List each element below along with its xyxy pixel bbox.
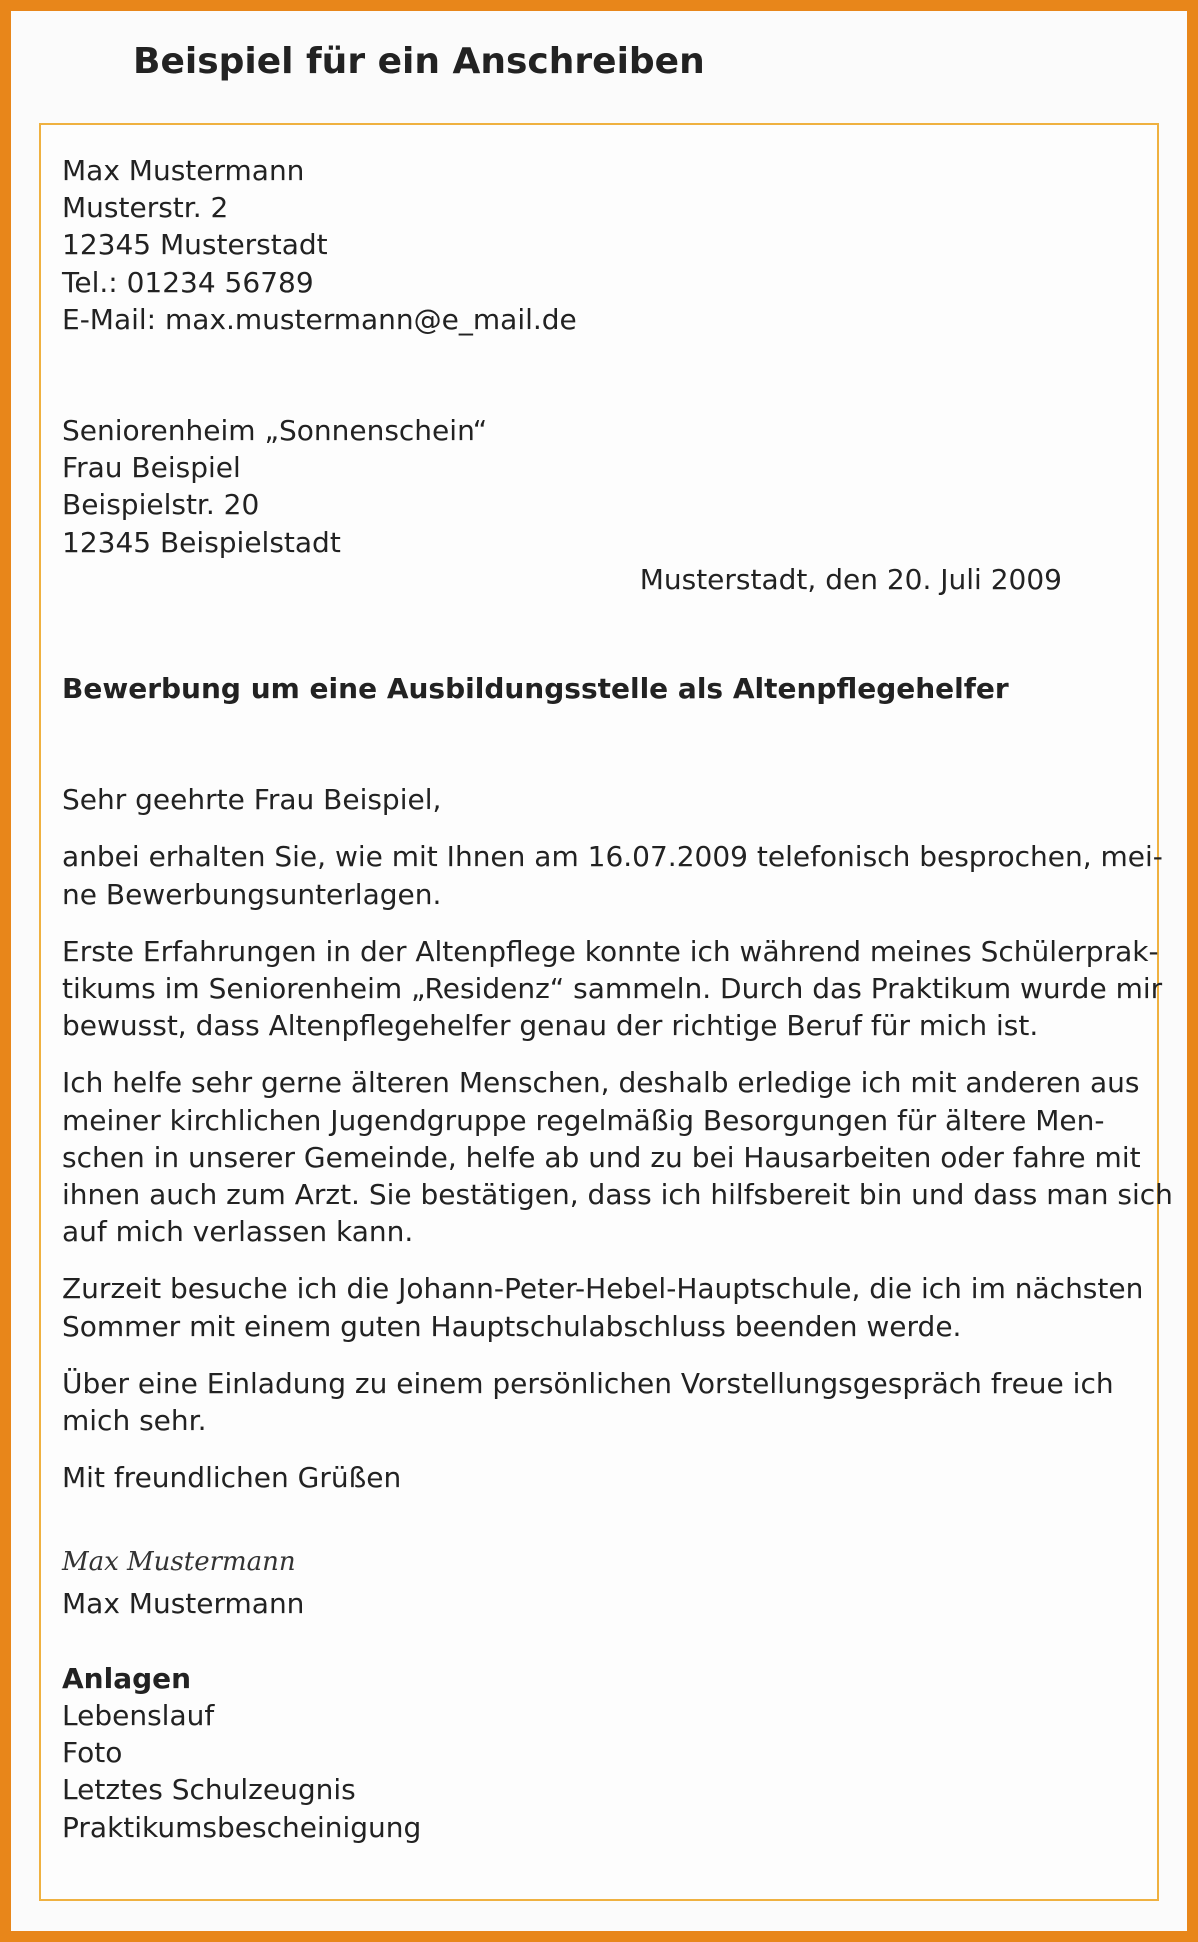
paragraph-line: mich sehr. (62, 1404, 207, 1438)
closing: Mit freundlichen Grüßen (62, 1461, 402, 1495)
attachment-item: Foto (62, 1736, 123, 1770)
paragraph-line: anbei erhalten Sie, wie mit Ihnen am 16.07.2009 telefonisch besprochen, mei- (62, 840, 1163, 874)
recipient-street: Beispielstr. 20 (62, 488, 260, 522)
attachment-item: Praktikumsbescheinigung (62, 1810, 422, 1844)
salutation: Sehr geehrte Frau Beispiel, (62, 783, 442, 817)
attachments-list (62, 1697, 1122, 1846)
recipient-contact: Frau Beispiel (62, 451, 241, 485)
sender-phone: Tel.: 01234 56789 (62, 265, 314, 299)
letter-date: Musterstadt, den 20. Juli 2009 (639, 562, 1062, 596)
letter-subject: Bewerbung um eine Ausbildungsstelle als Altenpflegehelfer (62, 672, 1009, 706)
paragraph-line: meiner kirchlichen Jugendgruppe regelmäßig Besorgungen für ältere Men- (62, 1103, 1105, 1137)
attachment-item: Lebenslauf (62, 1698, 215, 1732)
recipient-address (62, 412, 1122, 561)
attachment-item: Letztes Schulzeugnis (62, 1773, 356, 1807)
paragraph-line: ne Bewerbungsunterlagen. (62, 877, 442, 911)
paragraph-2 (62, 933, 1163, 1045)
paragraph-line: Über eine Einladung zu einem persönlichen Vorstellungsgespräch freue ich (62, 1366, 1114, 1400)
attachments-heading: Anlagen (62, 1661, 192, 1695)
sender-email: E-Mail: max.mustermann@e_mail.de (62, 302, 577, 336)
recipient-city: 12345 Beispielstadt (62, 525, 341, 559)
typed-name: Max Mustermann (62, 1587, 305, 1621)
paragraph-4 (62, 1270, 1144, 1344)
paragraph-line: schen in unserer Gemeinde, helfe ab und zu bei Hausarbeiten oder fahre mit (62, 1140, 1141, 1174)
handwritten-signature: Max Mustermann (62, 1547, 296, 1578)
page-title: Beispiel für ein Anschreiben (133, 41, 705, 82)
paragraph-line: Sommer mit einem guten Hauptschulabschluss beenden werde. (62, 1309, 962, 1343)
paragraph-line: tikums im Seniorenheim „Residenz“ sammeln. Durch das Praktikum wurde mir (62, 972, 1163, 1006)
paragraph-5 (62, 1365, 1122, 1439)
sender-street: Musterstr. 2 (62, 191, 229, 225)
sender-city: 12345 Musterstadt (62, 228, 328, 262)
sender-address (62, 152, 1122, 338)
paragraph-line: Ich helfe sehr gerne älteren Menschen, deshalb erledige ich mit anderen aus (62, 1066, 1140, 1100)
paragraph-line: Zurzeit besuche ich die Johann-Peter-Hebel-Hauptschule, die ich im nächsten (62, 1272, 1144, 1306)
paragraph-line: ihnen auch zum Arzt. Sie bestätigen, dass ich hilfsbereit bin und dass man sich (62, 1178, 1173, 1212)
paragraph-line: bewusst, dass Altenpflegehelfer genau der richtige Beruf für mich ist. (62, 1009, 1039, 1043)
paragraph-line: Erste Erfahrungen in der Altenpflege konnte ich während meines Schülerprak- (62, 934, 1159, 968)
sender-name: Max Mustermann (62, 154, 305, 187)
paragraph-1 (62, 838, 1163, 912)
recipient-organization: Seniorenheim „Sonnenschein“ (62, 414, 488, 448)
paragraph-3 (62, 1064, 1173, 1250)
letter-body (62, 152, 1173, 1846)
paragraph-line: auf mich verlassen kann. (62, 1215, 414, 1249)
